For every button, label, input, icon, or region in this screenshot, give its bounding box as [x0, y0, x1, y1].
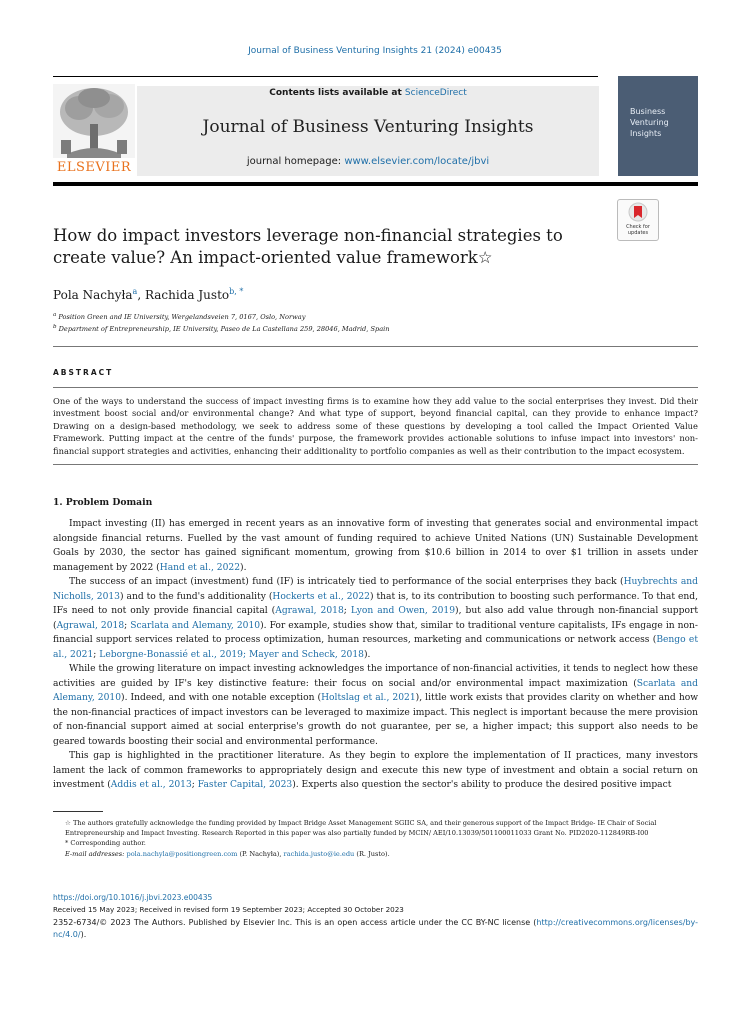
affiliation-text: Department of Entrepreneurship, IE University, Paseo de La Castellana 259, 28046, Madrid, Spain: [58, 325, 390, 334]
affiliation-text: Position Green and IE University, Wergelandsveien 7, 0167, Oslo, Norway: [58, 313, 306, 322]
footnote-marker: ☆: [65, 819, 71, 827]
paragraph-text: ).: [363, 649, 371, 660]
citation-link[interactable]: Huybrechts and Nicholls, 2013: [53, 577, 698, 602]
abstract-text: One of the ways to understand the success of impact investing firms is to examine how they add value to the social enterprises they invest. Did their investment boost social and/or environmental change? And what type of support, beyond financial capital, can they provide to enhance impact? Drawing on a design-based methodology, we seek to address some of these questions by developing a tool called the Impact Oriented Value Framework. Putting impact at the centre of the funds' purpose, the framework provides actionable solutions to infuse impact into investors' non-financial support strategies and activities, enhancing their additionality to portfolio companies as well as their contribution to the impact ecosystem.: [53, 396, 698, 456]
paragraph-text: ), but also add value through non-financial support (: [53, 606, 698, 631]
license-text: 2352-6734/© 2023 The Authors. Published by Elsevier Inc. This is an open access article under the CC BY-NC license (: [53, 918, 537, 927]
article-title: [53, 225, 613, 269]
paragraph-text: ). For example, studies show that, similar to traditional venture capitalists, IFs engage in non-financial support services related to process optimization, human resources, marketing and communications or network access (: [53, 620, 698, 645]
citation-link[interactable]: Lyon and Owen, 2019: [350, 606, 456, 616]
citation-link[interactable]: Agrawal, 2018: [56, 620, 125, 631]
citation-link[interactable]: Scarlata and Alemany, 2010: [130, 620, 261, 631]
funding-footnote: [53, 818, 698, 838]
homepage-prefix: journal homepage:: [246, 156, 345, 167]
citation-link[interactable]: Addis et al., 2013: [110, 780, 192, 790]
received-dates: Received 15 May 2023; Received in revised form 19 September 2023; Accepted 30 October 2023: [53, 905, 404, 914]
email-label: E-mail addresses:: [65, 849, 127, 858]
title-footnote-marker[interactable]: ☆: [477, 248, 493, 267]
paragraph-text: Impact investing (II) has emerged in recent years as an innovative form of investing that generates social and environmental impact alongside financial returns. Fuelled by the vast amount of funding required to achieve United Nations (UN) Sustainable Development Goals by 2030, the sector has gained significant momentum, growing from $10.6 billion in 2014 to over $1 trillion in assets under management by 2022 (: [53, 519, 698, 573]
license-link[interactable]: http://creativecommons.org/licenses/by-nc/4.0/: [53, 918, 698, 939]
top-rule: [53, 76, 598, 77]
paragraph: [53, 662, 698, 749]
paragraph-text: ;: [343, 606, 351, 616]
abstract-heading: ABSTRACT: [53, 368, 114, 377]
paragraph-text: ;: [191, 780, 198, 790]
corresponding-author-note: * Corresponding author.: [65, 839, 146, 848]
paragraph-text: ). Experts also question the sector's ability to produce the desired positive impact: [292, 780, 672, 790]
sciencedirect-link[interactable]: ScienceDirect: [404, 88, 467, 98]
author-name[interactable]: Pola Nachyła: [53, 288, 133, 302]
paragraph-text: ), little work exists that provides clarity on whether and how the non-financial practices of impact investors can be leveraged to maximize impact. This neglect is important because the mere provision of non-financial support aimed at social enterprise's growth do not guarantee, per se, a higher impact; this support also needs to be geared towards boosting their social and environmental performance.: [53, 693, 698, 747]
divider: [53, 387, 698, 388]
contents-line: [137, 88, 599, 98]
running-head[interactable]: Journal of Business Venturing Insights 21 (2024) e00435: [248, 46, 502, 56]
journal-cover-title: Business Venturing Insights: [630, 107, 669, 138]
footnote-text: The authors gratefully acknowledge the funding provided by Impact Bridge Asset Management SGIIC SA, and their generous support of the Impact Bridge- IE Chair of Social Entrepreneurship and Impact Investing. Research Reported in this paper was also partially funded by MCIN/ AEI/10.13039/501100011033 Grant No. PID2020-112849RB-I00: [65, 819, 657, 838]
citation-link[interactable]: Leborgne-Bonassié et al., 2019; Mayer and Scheck, 2018: [99, 649, 364, 660]
paragraph-text: ). Indeed, and with one notable exception (: [121, 693, 322, 703]
affiliation-marker[interactable]: b, *: [229, 287, 244, 296]
affiliation-letter: b: [53, 324, 57, 330]
section-heading: 1. Problem Domain: [53, 497, 153, 508]
homepage-link[interactable]: www.elsevier.com/locate/jbvi: [344, 156, 490, 167]
citation-link[interactable]: Hand et al., 2022: [159, 562, 241, 573]
citation-link[interactable]: Scarlata and Alemany, 2010: [53, 678, 698, 703]
bookmark-icon: [618, 200, 658, 224]
paragraph-text: ;: [93, 649, 100, 660]
citation-link[interactable]: Hockerts et al., 2022: [272, 591, 370, 602]
citation-link[interactable]: Holtslag et al., 2021: [321, 693, 416, 703]
affiliation-marker[interactable]: a: [132, 287, 138, 296]
affiliation-a: [53, 312, 305, 321]
affiliation-letter: a: [53, 312, 57, 318]
header-rule: [53, 182, 698, 186]
citation-link[interactable]: Faster Capital, 2023: [197, 780, 293, 790]
paragraph-text: The success of an impact (investment) fund (IF) is intricately tied to performance of the social enterprises they back (: [69, 577, 624, 587]
email-owner: (P. Nachyła),: [237, 849, 284, 858]
author-name[interactable]: Rachida Justo: [144, 288, 230, 302]
journal-homepage: [137, 156, 599, 167]
paragraph: [53, 749, 698, 793]
paragraph-text: ) that is, to its contribution to boosting such performance. To that end, IFs need to not only provide financial capital (: [53, 591, 699, 616]
check-for-updates-label: Check for updates: [626, 224, 650, 236]
license-end: ).: [80, 930, 87, 939]
email-footnote: [53, 849, 698, 859]
publisher-name: ELSEVIER: [56, 160, 132, 175]
paragraph: [53, 517, 698, 575]
doi-link[interactable]: https://doi.org/10.1016/j.jbvi.2023.e00435: [53, 893, 213, 902]
citation-link[interactable]: Agrawal, 2018: [275, 606, 344, 616]
paragraph-text: This gap is highlighted in the practitioner literature. As they begin to explore the implementation of II practices, many investors lament the lack of common frameworks to appropriately design and execute this new type of investment and obtain a social return on investment (: [53, 751, 698, 790]
citation-link[interactable]: Bengo et al., 2021: [53, 635, 698, 660]
divider: [53, 346, 698, 347]
journal-title: Journal of Business Venturing Insights: [202, 117, 534, 137]
footnotes: [53, 818, 698, 859]
affiliation-b: [53, 324, 390, 333]
author-list: [53, 287, 243, 302]
email-owner: (R. Justo).: [354, 849, 390, 858]
author-separator: ,: [137, 288, 145, 302]
email-link[interactable]: pola.nachyla@positiongreen.com: [126, 849, 238, 858]
paragraph: [53, 575, 698, 662]
paragraph-text: While the growing literature on impact investing acknowledges the importance of non-financial activities, it tends to neglect how these activities are guided by IF's key distinctive feature: their focus on social and/or environmental impact maximization (: [53, 664, 698, 689]
article-title-text: How do impact investors leverage non-financial strategies to create value? An impact-oriented value framework: [53, 226, 563, 267]
paragraph-text: ) and to the fund's additionality (: [120, 591, 273, 602]
paragraph-text: ).: [240, 562, 247, 573]
divider: [53, 464, 698, 465]
footnote-rule: [53, 811, 103, 812]
license-statement: [53, 917, 698, 941]
paragraph-text: ;: [124, 620, 131, 631]
email-link[interactable]: rachida.justo@ie.edu: [283, 849, 355, 858]
section-body: [53, 517, 698, 793]
contents-prefix: Contents lists available at: [269, 88, 405, 98]
